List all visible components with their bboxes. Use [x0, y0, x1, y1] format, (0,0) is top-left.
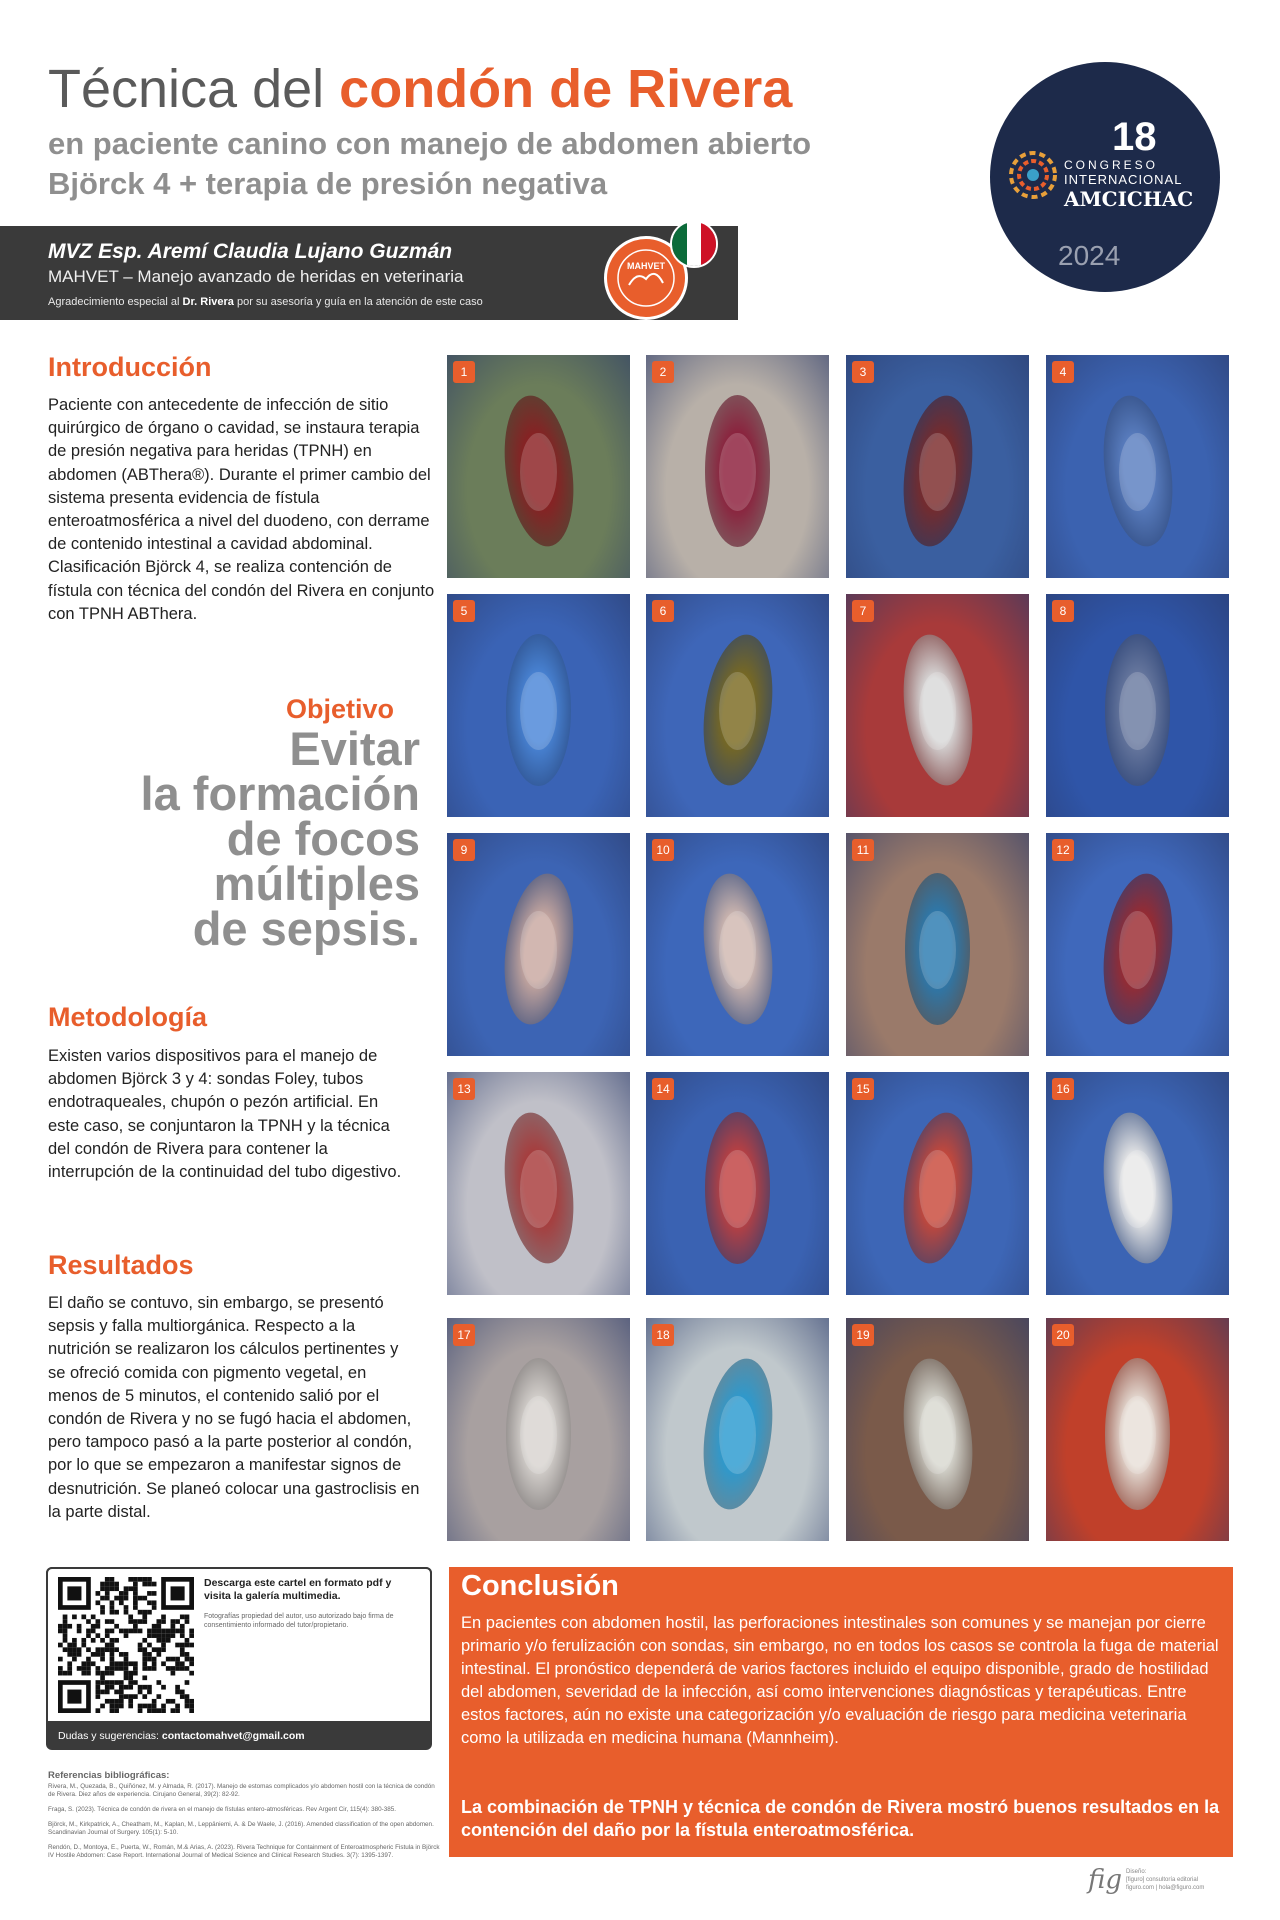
metodologia-text: Existen varios dispositivos para el manejo de abdomen Björck 3 y 4: sondas Foley, tubos endotraqueales, chupón o pezón artificial. En este caso, se conjuntaron la TPNH y la técnica del condón de Rivera para contener la interrupción de la continuidad del tubo digestivo. [48, 1047, 402, 1182]
objetivo-statement [20, 722, 420, 955]
case-photo [447, 1318, 630, 1541]
case-photo [1046, 1072, 1229, 1295]
introduccion-title: Introducción [48, 352, 212, 382]
photo-detail [520, 672, 557, 750]
reference-item: Fraga, S. (2023). Técnica de condón de rivera en el manejo de fístulas entero-atmosféricas. Rev Argent Cir, 115(4): 380-385. [48, 1806, 397, 1813]
design-credit: Diseño: [figuro] consultoría editorial figuro.com | hola@figuro.com [1126, 1869, 1205, 1891]
reference-item: Rendón, D., Montoya, E., Puerta, W., Román, M.& Arias, A. (2023). Rivera Technique for Containment of Enteroatmospheric Fistula in Björck IV Hostile Abdomen: Case Report. International Journal of Medical Science and Clinical Research Studies. 3(7): 1395-1397. [48, 1844, 440, 1860]
subtitle-line-1: en paciente canino con manejo de abdomen abierto [48, 126, 812, 161]
objetivo-line: Evitar [289, 722, 420, 775]
photo-detail [919, 1396, 956, 1474]
objetivo-line: la formación [140, 767, 420, 820]
photo-number: 1 [453, 361, 475, 383]
photo-number: 13 [453, 1078, 475, 1100]
contact-line: Dudas y sugerencias: contactomahvet@gmail.com [58, 1730, 305, 1742]
photo-number: 8 [1052, 600, 1074, 622]
photo-detail [919, 672, 956, 750]
case-photo [646, 833, 829, 1056]
photo-number: 11 [852, 839, 874, 861]
photo-number: 17 [453, 1324, 475, 1346]
photo-detail [520, 911, 557, 989]
photo-detail [919, 911, 956, 989]
photo-number: 15 [852, 1078, 874, 1100]
photo-detail [719, 1396, 756, 1474]
congress-line-3: AMCICHAC [1064, 187, 1194, 211]
photo-detail [719, 433, 756, 511]
objetivo-line: de sepsis. [192, 902, 420, 955]
photo-number: 7 [852, 600, 874, 622]
photo-number: 10 [652, 839, 674, 861]
case-photo [1046, 355, 1229, 578]
metodologia-title: Metodología [48, 1002, 207, 1032]
photo-detail [919, 1150, 956, 1228]
photo-detail [520, 1150, 557, 1228]
case-photo [846, 1318, 1029, 1541]
reference-item: Rivera, M., Quezada, B., Quiñónez, M. y Almada, R. (2017). Manejo de estomas complicados y/o abdomen hostil con la técnica de condón de Rivera. Diez años de experiencia. Cirujano General, 39(2): 82-92. [48, 1783, 435, 1799]
photo-number: 18 [652, 1324, 674, 1346]
congress-line-2: INTERNACIONAL [1064, 172, 1183, 187]
references-title: Referencias bibliográficas: [48, 1770, 170, 1781]
objetivo-title: Objetivo [286, 694, 395, 724]
congress-line-1: CONGRESO [1064, 158, 1159, 172]
case-photo [447, 594, 630, 817]
photo-number: 14 [652, 1078, 674, 1100]
photo-detail [520, 433, 557, 511]
contact-email[interactable]: contactomahvet@gmail.com [161, 1730, 305, 1742]
case-photo [646, 1318, 829, 1541]
author-role: MAHVET – Manejo avanzado de heridas en veterinaria [48, 267, 464, 286]
photo-detail [1119, 433, 1156, 511]
photo-number: 19 [852, 1324, 874, 1346]
photo-detail [719, 911, 756, 989]
conclusion-title: Conclusión [461, 1570, 619, 1602]
photo-number: 6 [652, 600, 674, 622]
resultados-title: Resultados [48, 1250, 194, 1280]
photo-detail [719, 672, 756, 750]
conclusion-text: En pacientes con abdomen hostil, las perforaciones intestinales son comunes y se manejan por cierre primario y/o ferulización con sondas, sin embargo, no en todos los casos se controla la fuga de material intestinal. El pronóstico dependerá de varios factores incluido el equipo disponible, grado de hostilidad del abdomen, severidad de la infección, así como intervenciones diagnósticas y terapéuticas. Entre estos factores, aún no existe una categorización y/o evaluación de riesgo para medicina veterinaria como la utilizada en medicina humana (Mannheim). [461, 1614, 1219, 1747]
objetivo-line: múltiples [213, 857, 420, 910]
photo-detail [1119, 1396, 1156, 1474]
case-photo [846, 355, 1029, 578]
resultados-text: El daño se contuvo, sin embargo, se presentó sepsis y falla multiorgánica. Respecto a la nutrición se realizaron los cálculos pertinentes y se ofreció comida con pigmento vegetal, en menos de 5 minutos, el contenido salió por el condón de Rivera y no se fugó hacia el abdomen, pero tampoco pasó a la parte posterior al condón, por lo que se empezaron a manifestar signos de desnutrición. Se planeó colocar una gastroclisis en la parte distal. [48, 1294, 420, 1521]
case-photo [846, 594, 1029, 817]
case-photo [1046, 833, 1229, 1056]
mahvet-logo-text: MAHVET [627, 261, 665, 271]
title-normal: Técnica del [48, 59, 325, 119]
author-acknowledgement: Agradecimiento especial al Dr. Rivera por su asesoría y guía en la atención de este caso [48, 296, 483, 308]
photo-detail [1119, 1150, 1156, 1228]
photo-detail [1119, 672, 1156, 750]
photo-detail [719, 1150, 756, 1228]
photo-number: 9 [453, 839, 475, 861]
photo-number: 12 [1052, 839, 1074, 861]
conclusion-highlight: La combinación de TPNH y técnica de condón de Rivera mostró buenos resultados en la contención del daño por la fístula enteroatmosférica. [461, 1797, 1220, 1840]
title-accent: condón de Rivera [339, 59, 793, 119]
case-photo [1046, 594, 1229, 817]
case-photo [646, 1072, 829, 1295]
subtitle-line-2: Björck 4 + terapia de presión negativa [48, 166, 608, 201]
introduccion-text: Paciente con antecedente de infección de sitio quirúrgico de órgano o cavidad, se instaura terapia de presión negativa para heridas (TPNH) en abdomen (ABThera®). Durante el primer cambio del sistema presenta evidencia de fístula enteroatmosférica a nivel del duodeno, con derrame de contenido intestinal a cavidad abdominal. Clasificación Björck 4, se realiza contención de fístula con técnica del condón del Rivera en conjunto con TPNH ABThera. [48, 396, 435, 623]
photo-number: 2 [652, 361, 674, 383]
case-photo [646, 355, 829, 578]
photo-detail [1119, 911, 1156, 989]
photo-number: 16 [1052, 1078, 1074, 1100]
photo-number: 5 [453, 600, 475, 622]
congress-emblem-icon [1004, 146, 1062, 204]
congress-year: 2024 [1058, 240, 1121, 271]
case-photo [447, 833, 630, 1056]
author-name: MVZ Esp. Aremí Claudia Lujano Guzmán [48, 240, 453, 263]
qr-download-text: Descarga este cartel en formato pdf y visita la galería multimedia. [204, 1577, 392, 1602]
photo-detail [919, 433, 956, 511]
case-photo [447, 1072, 630, 1295]
congress-number: 18 [1112, 115, 1157, 159]
case-photo [846, 1072, 1029, 1295]
case-photo [447, 355, 630, 578]
case-photo [846, 833, 1029, 1056]
qr-photo-note: Fotografías propiedad del autor, uso autorizado bajo firma de consentimiento informado del tutor/propietario. [204, 1613, 394, 1629]
photo-detail [520, 1396, 557, 1474]
qr-code[interactable] [58, 1577, 194, 1713]
poster-title [48, 59, 793, 119]
photo-number: 4 [1052, 361, 1074, 383]
reference-item: Björck, M., Kirkpatrick, A., Cheatham, M., Kaplan, M., Leppäniemi, A. & De Waele, J. (2016). Amended classification of the open abdomen. Scandinavian Journal of Surgery. 105(1): 5-10. [48, 1821, 434, 1837]
case-photo [646, 594, 829, 817]
case-photo [1046, 1318, 1229, 1541]
objetivo-line: de focos [226, 812, 420, 865]
photo-number: 20 [1052, 1324, 1074, 1346]
mexico-flag-icon [670, 220, 718, 268]
figuro-logo: fig [1088, 1865, 1122, 1895]
photo-number: 3 [852, 361, 874, 383]
